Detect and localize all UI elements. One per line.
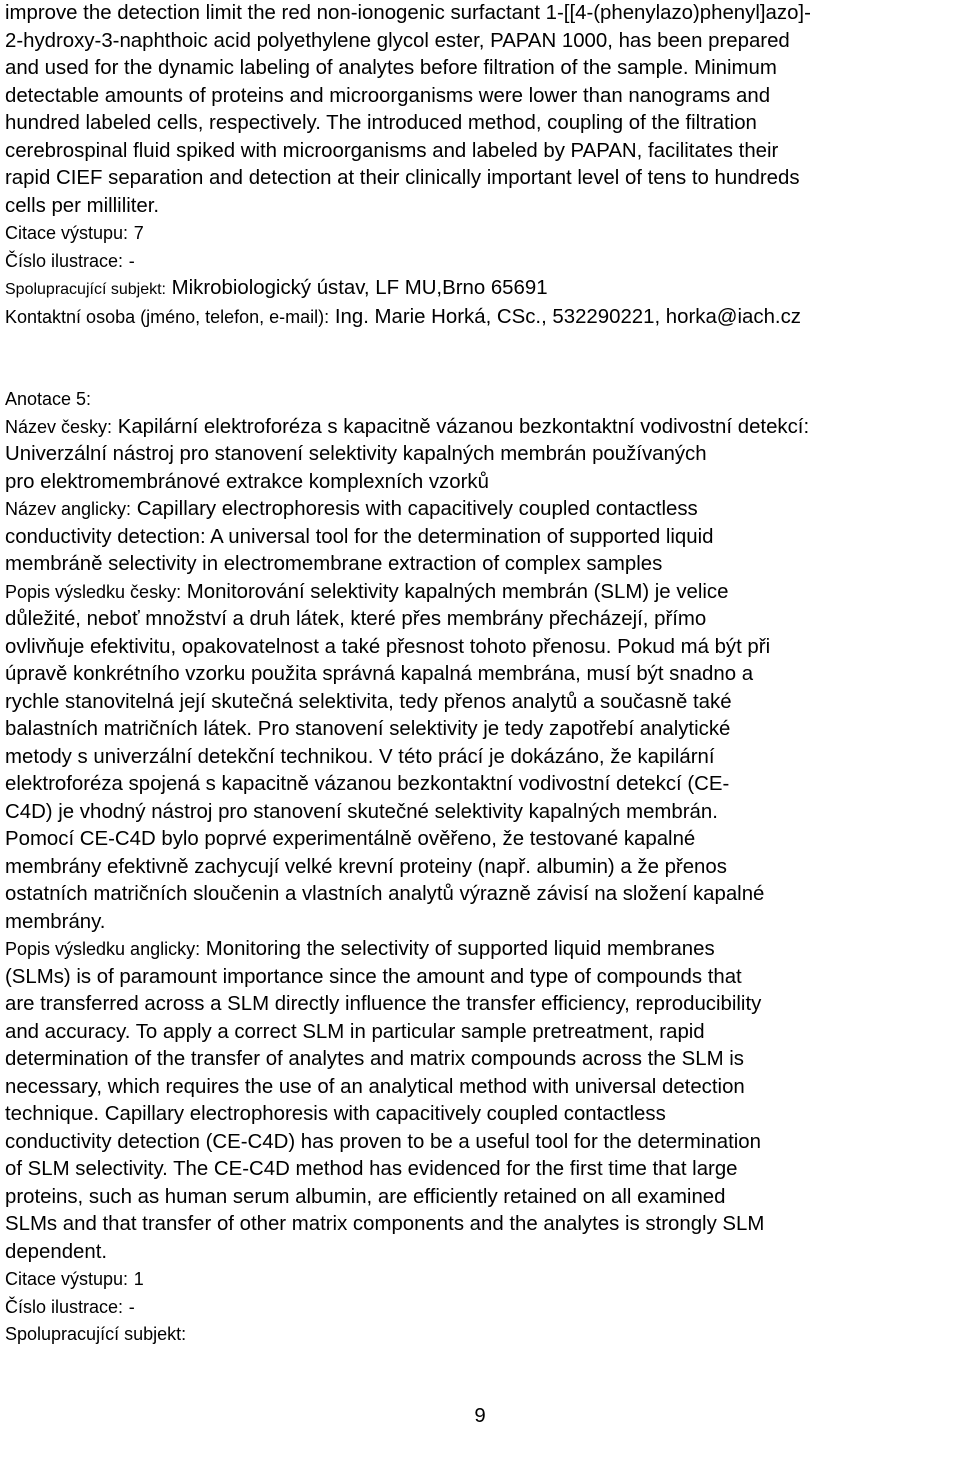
paragraph-line: hundred labeled cells, respectively. The introduced method, coupling of the filtration [5,112,757,134]
popis-cesky-line: Pomocí CE-C4D bylo poprvé experimentálně ověřeno, že testované kapalné [5,828,696,850]
section-spacer [5,331,957,386]
popis-anglicky-line: dependent. [5,1240,108,1263]
popis-cesky-line: membrány efektivně zachycují velké krevní proteiny (např. albumin) a že přenos [5,855,727,878]
kontakt-label: Kontaktní osoba (jméno, telefon, e-mail): [5,306,330,327]
popis-anglicky-row [5,936,957,964]
popis-cesky-line: úpravě konkrétního vzorku použita správná kapalná membrána, musí být snadno a [5,663,754,685]
spolupracujici-row [5,275,957,304]
cislo-ilustrace-value: - [128,1296,135,1317]
popis-anglicky-line: necessary, which requires the use of an analytical method with universal detection [5,1075,745,1098]
popis-anglicky-text: Monitoring the selectivity of supported liquid membranes [205,938,715,960]
popis-cesky-line: balastních matričních látek. Pro stanovení selektivity je tedy zapotřebí analytické [5,718,731,740]
citace-value: 7 [133,223,144,243]
popis-anglicky-line: SLMs and that transfer of other matrix components and the analytes is strongly SLM [5,1213,765,1235]
popis-cesky-line: důležité, neboť množství a druh látek, které přes membrány přecházejí, přímo [5,608,707,630]
popis-cesky-line: membrány. [5,910,106,933]
paragraph-line: detectable amounts of proteins and microorganisms were lower than nanograms and [5,84,771,107]
nazev-anglicky-line: membráně selectivity in electromembrane extraction of complex samples [5,553,663,575]
popis-anglicky-line: (SLMs) is of paramount importance since the amount and type of compounds that [5,965,742,988]
spolupracujici-label: Spolupracující subjekt: [5,1324,187,1344]
popis-anglicky-line: are transferred across a SLM directly influence the transfer efficiency, reproducibility [5,993,762,1015]
nazev-cesky-line: Univerzální nástroj pro stanovení selektivity kapalných membrán používaných [5,443,707,465]
section-continuation [5,0,957,331]
nazev-anglicky-text: Capillary electrophoresis with capacitively coupled contactless [136,498,698,520]
nazev-cesky-line: pro elektromembránové extrakce komplexních vzorků [5,470,489,493]
cislo-ilustrace-value: - [128,250,135,271]
nazev-anglicky-row [5,496,957,524]
kontakt-row [5,304,957,332]
popis-anglicky-line: technique. Capillary electrophoresis with capacitively coupled contactless [5,1103,666,1125]
popis-cesky-line: metody s univerzální detekční technikou. V této prácí je dokázáno, že kapilární [5,745,715,768]
popis-anglicky-line: conductivity detection (CE-C4D) has proven to be a useful tool for the determination [5,1130,761,1153]
citace-label: Citace výstupu: [5,223,129,243]
cislo-ilustrace-row [5,1294,957,1322]
citace-value: 1 [133,1269,144,1289]
popis-cesky-label: Popis výsledku česky: [5,581,182,602]
popis-anglicky-label: Popis výsledku anglicky: [5,939,201,959]
popis-cesky-line: C4D) je vhodný nástroj pro stanovení skutečné selektivity kapalných membrán. [5,800,718,823]
popis-cesky-row [5,579,957,607]
paragraph-line: and used for the dynamic labeling of analytes before filtration of the sample. Minimum [5,57,777,79]
popis-cesky-line: elektroforéza spojená s kapacitně vázanou bezkontaktní vodivostní detekcí (CE- [5,773,730,795]
nazev-anglicky-line: conductivity detection: A universal tool for the determination of supported liquid [5,525,714,548]
popis-cesky-line: rychle stanovitelná její skutečná selektivita, tedy přenos analytů a současně také [5,690,732,713]
paragraph-line: cells per milliliter. [5,194,160,217]
nazev-cesky-text: Kapilární elektroforéza s kapacitně vázanou bezkontaktní vodivostní detekcí: [117,415,810,438]
popis-cesky-text: Monitorování selektivity kapalných membrán (SLM) je velice [186,580,729,603]
citace-row [5,220,957,248]
paragraph-line: rapid CIEF separation and detection at their clinically important level of tens to hundreds [5,167,800,189]
nazev-cesky-label: Název česky: [5,416,113,437]
page-number: 9 [474,1405,486,1427]
popis-anglicky-line: of SLM selectivity. The CE-C4D method has evidenced for the first time that large [5,1158,738,1180]
paragraph-line: 2-hydroxy-3-naphthoic acid polyethylene glycol ester, PAPAN 1000, has been prepared [5,29,790,52]
annotation-heading: Anotace 5: [5,389,92,409]
paragraph-line: improve the detection limit the red non-ionogenic surfactant 1-[[4-(phenylazo)phenyl]azo]- [5,2,811,24]
citace-label: Citace výstupu: [5,1269,129,1289]
document-page [5,0,957,1349]
popis-anglicky-line: determination of the transfer of analytes and matrix compounds across the SLM is [5,1048,744,1070]
cislo-ilustrace-row [5,248,957,276]
popis-anglicky-line: proteins, such as human serum albumin, are efficiently retained on all examined [5,1185,726,1208]
nazev-cesky-row [5,414,957,442]
annotation-section [5,386,957,1349]
popis-cesky-line: ostatních matričních sloučenin a vlastních analytů výrazně závisí na složení kapalné [5,883,765,905]
paragraph-line: cerebrospinal fluid spiked with microorganisms and labeled by PAPAN, facilitates their [5,139,779,162]
spolupracujici-value: Mikrobiologický ústav, LF MU,Brno 65691 [171,277,548,299]
cislo-ilustrace-label: Číslo ilustrace: [5,250,124,271]
spolupracujici-label: Spolupracující subjekt: [5,281,166,298]
kontakt-value: Ing. Marie Horká, CSc., 532290221, horka@iach.cz [334,305,801,328]
popis-cesky-line: ovlivňuje efektivitu, opakovatelnost a také přesnost tohoto přenosu. Pokud má být při [5,635,771,658]
popis-anglicky-line: and accuracy. To apply a correct SLM in particular sample pretreatment, rapid [5,1020,705,1043]
nazev-anglicky-label: Název anglicky: [5,499,132,519]
cislo-ilustrace-label: Číslo ilustrace: [5,1296,124,1317]
citace-row [5,1266,957,1294]
